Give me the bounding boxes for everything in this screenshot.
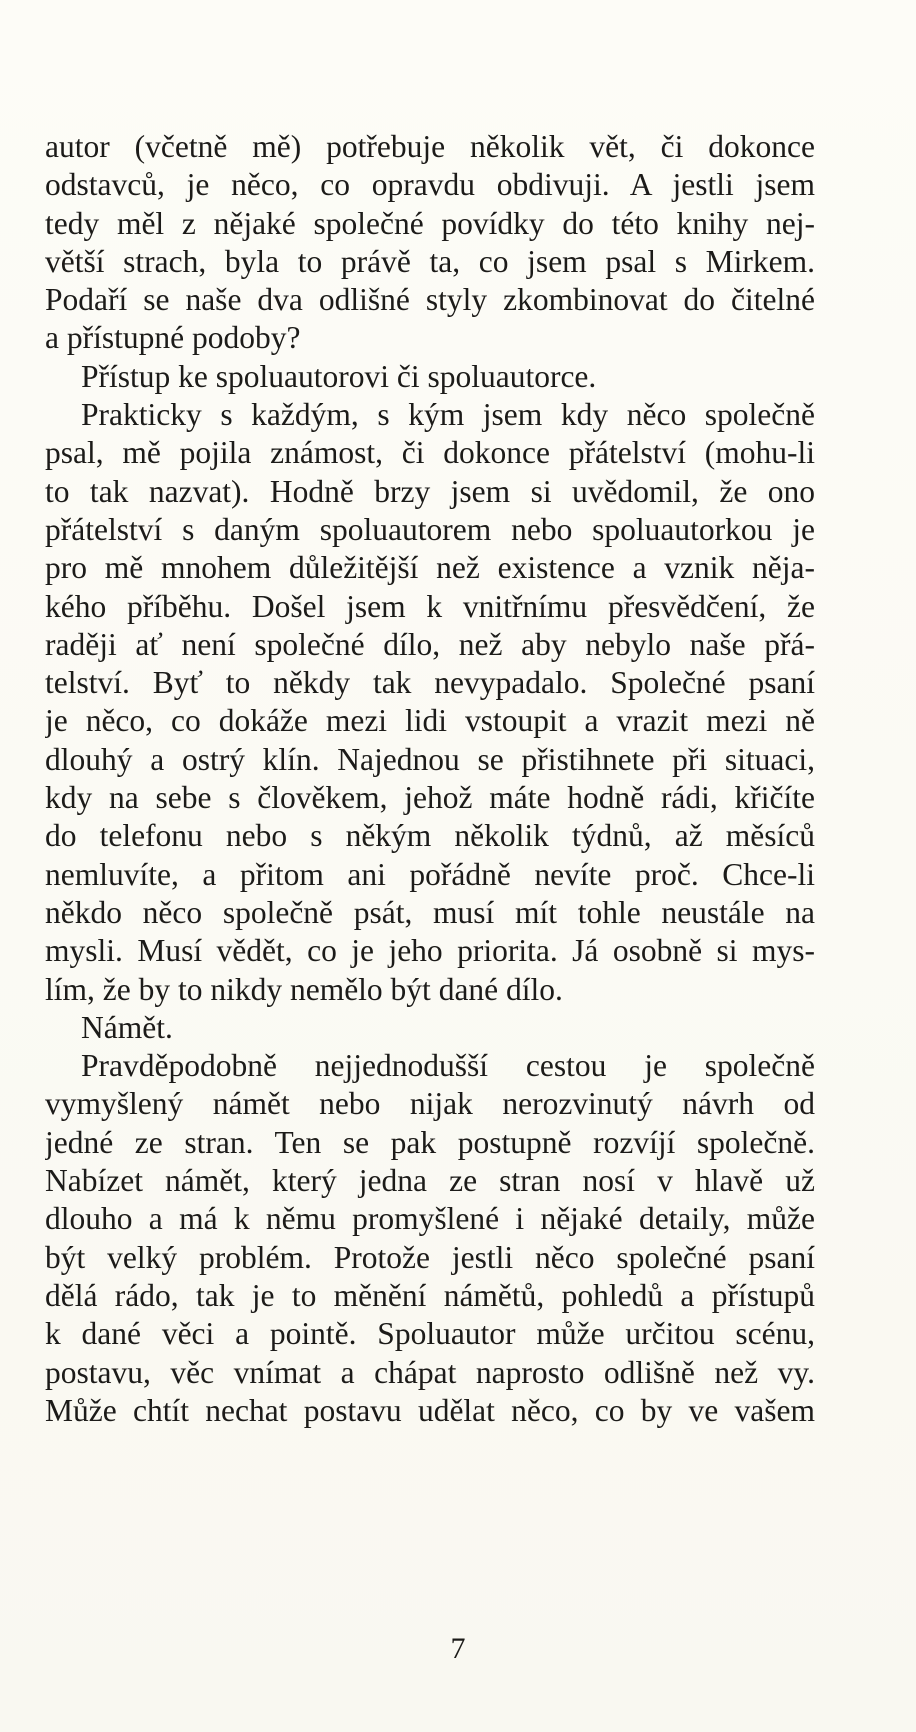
text-line: lím, že by to nikdy nemělo být dané dílo. — [45, 971, 563, 1007]
text-line: přátelství s daným spoluautorem nebo spoluautorkou je — [45, 511, 815, 547]
text-line: k dané věci a pointě. Spoluautor může určitou scénu, — [45, 1316, 815, 1352]
text-line: autor (včetně mě) potřebuje několik vět, či dokonce — [45, 129, 815, 164]
text-line: nemluvíte, a přitom ani pořádně nevíte proč. Chce-li — [45, 856, 815, 892]
text-line: tedy měl z nějaké společné povídky do této knihy nej- — [45, 205, 815, 241]
text-line: vymyšlený námět nebo nijak nerozvinutý návrh od — [45, 1086, 815, 1122]
text-line: větší strach, byla to právě ta, co jsem psal s Mirkem. — [45, 243, 815, 279]
text-line: telství. Byť to někdy tak nevypadalo. Společné psaní — [45, 665, 815, 701]
text-line: to tak nazvat). Hodně brzy jsem si uvědomil, že ono — [45, 473, 815, 509]
text-line: Prakticky s každým, s kým jsem kdy něco společně — [81, 397, 815, 433]
text-line: do telefonu nebo s někým několik týdnů, až měsíců — [45, 818, 815, 854]
text-line: je něco, co dokáže mezi lidi vstoupit a vrazit mezi ně — [45, 703, 815, 739]
body-text — [45, 128, 815, 1430]
text-line: odstavců, je něco, co opravdu obdivuji. A jestli jsem — [45, 167, 815, 203]
text-line: dlouho a má k němu promyšlené i nějaké detaily, může — [45, 1201, 815, 1237]
text-line: kého příběhu. Došel jsem k vnitřnímu přesvědčení, že — [45, 588, 815, 624]
page-number: 7 — [450, 1632, 466, 1665]
text-line: kdy na sebe s člověkem, jehož máte hodně rádi, křičíte — [45, 780, 815, 816]
text-line: Nabízet námět, který jedna ze stran nosí v hlavě už — [45, 1163, 815, 1199]
text-line: raději ať není společné dílo, než aby nebylo naše přá- — [45, 626, 815, 662]
text-line: psal, mě pojila známost, či dokonce přátelství (mohu-li — [45, 435, 815, 471]
text-line: Podaří se naše dva odlišné styly zkombinovat do čitelné — [45, 282, 815, 318]
text-line: pro mě mnohem důležitější než existence a vznik něja- — [45, 550, 815, 586]
text-line: Pravděpodobně nejjednodušší cestou je společně — [81, 1048, 815, 1084]
text-line: Přístup ke spoluautorovi či spoluautorce. — [81, 358, 597, 394]
text-line: jedné ze stran. Ten se pak postupně rozvíjí společně. — [45, 1124, 815, 1160]
text-line: Námět. — [81, 1009, 173, 1045]
text-line: Může chtít nechat postavu udělat něco, co by ve vašem — [45, 1392, 815, 1428]
text-line: mysli. Musí vědět, co je jeho priorita. Já osobně si mys- — [45, 933, 815, 969]
text-line: dělá rádo, tak je to měnění námětů, pohledů a přístupů — [45, 1277, 815, 1313]
text-line: a přístupné podoby? — [45, 320, 301, 356]
text-line: postavu, věc vnímat a chápat naprosto odlišně než vy. — [45, 1354, 815, 1390]
text-line: být velký problém. Protože jestli něco společné psaní — [45, 1239, 815, 1275]
text-line: někdo něco společně psát, musí mít tohle neustále na — [45, 894, 815, 930]
text-line: dlouhý a ostrý klín. Najednou se přistihnete při situaci, — [45, 741, 815, 777]
